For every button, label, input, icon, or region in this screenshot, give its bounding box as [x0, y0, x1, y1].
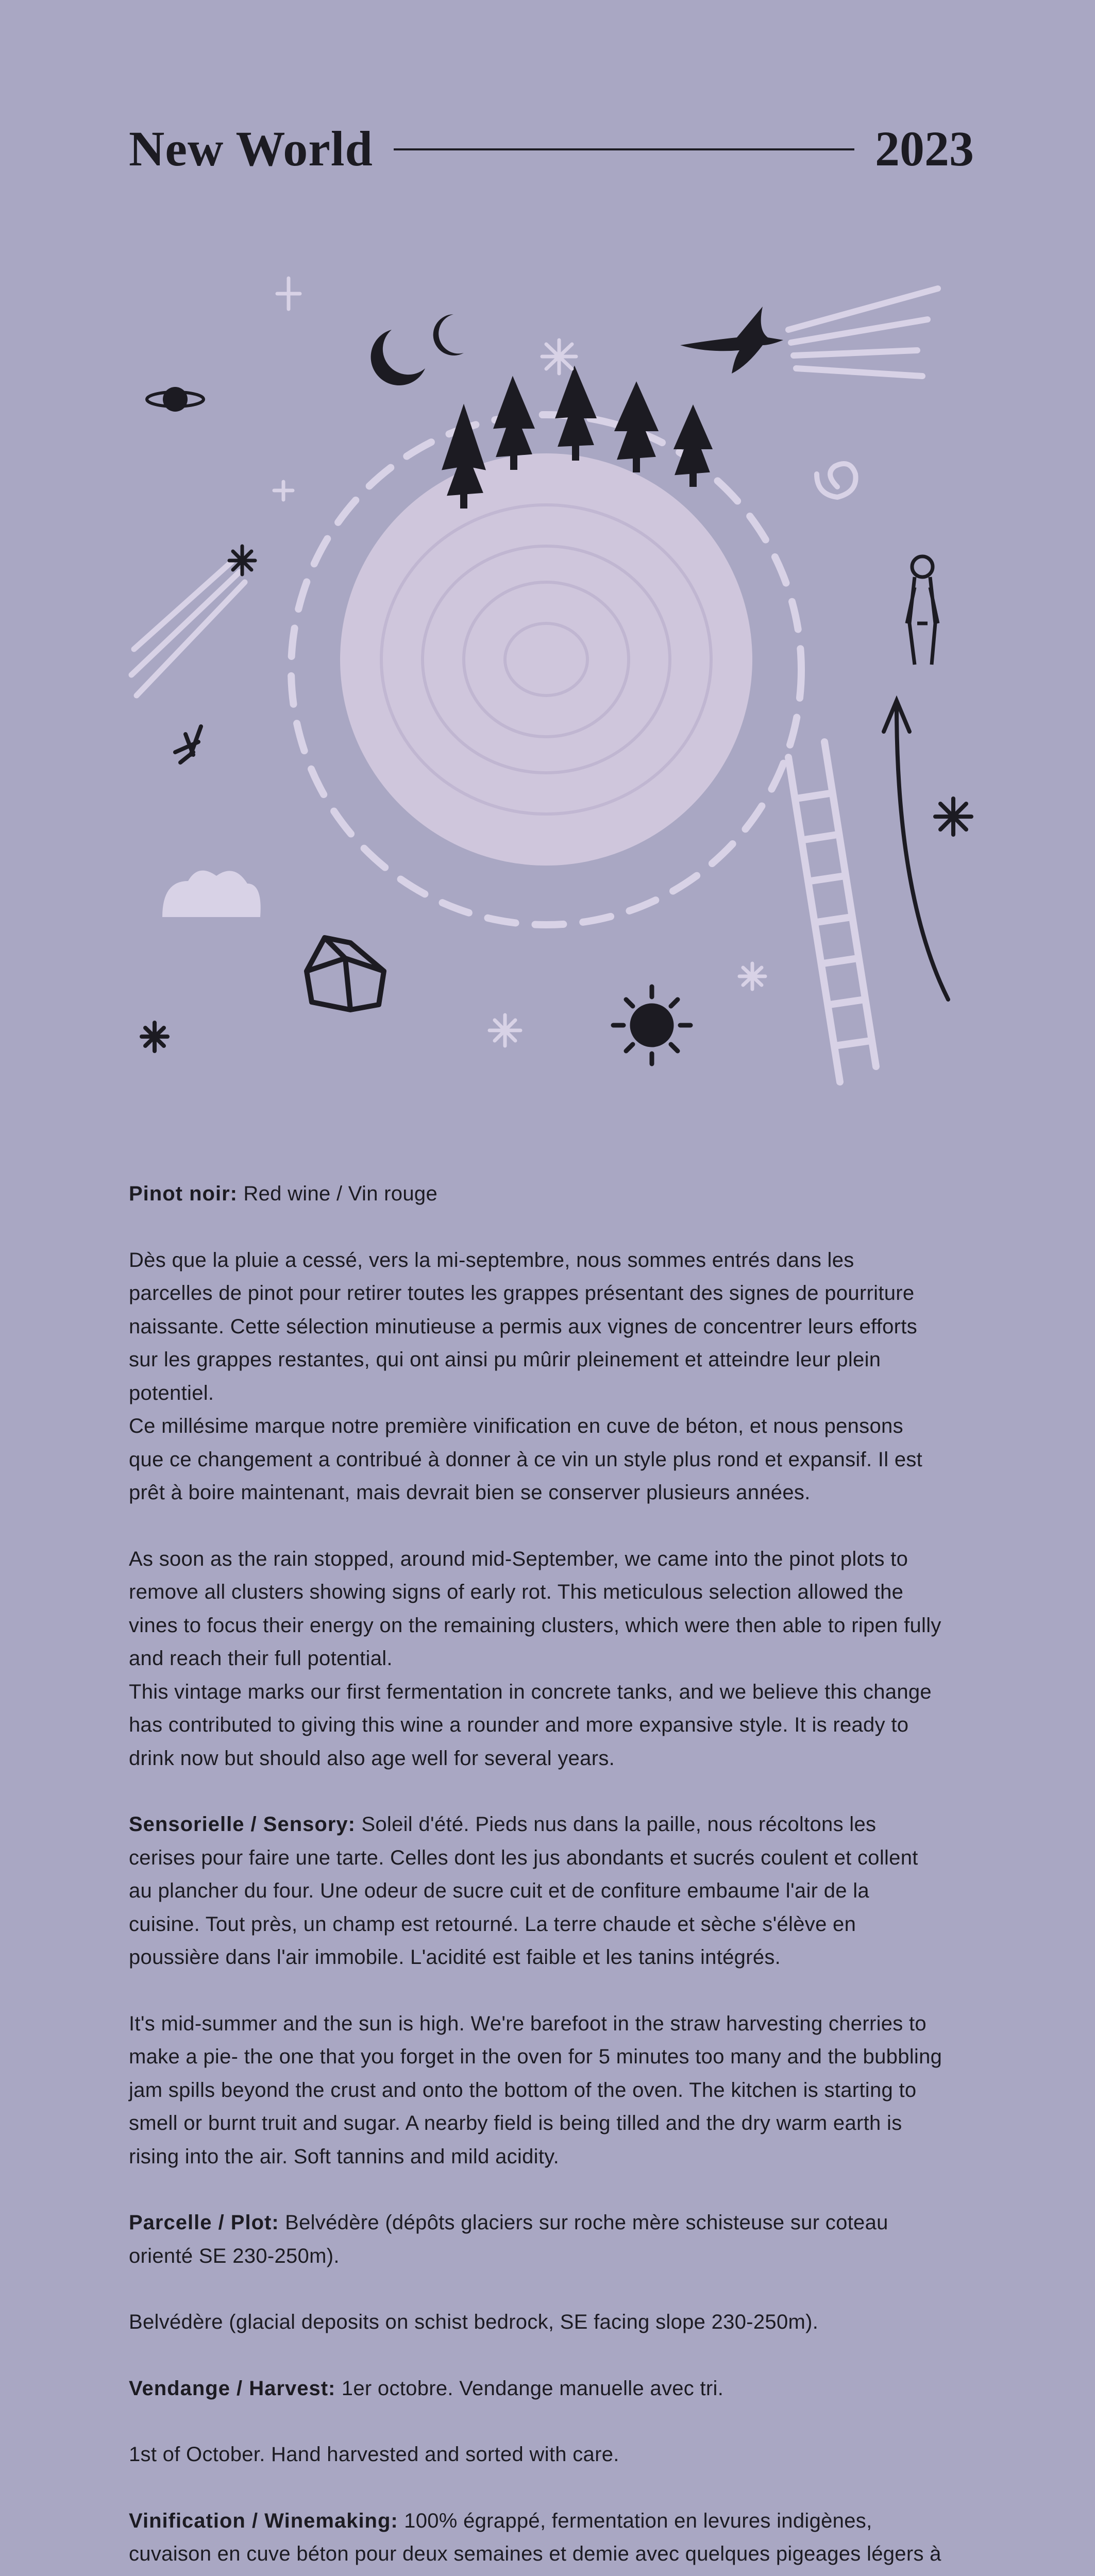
plot-english: Belvédère (glacial deposits on schist bedrock, SE facing slope 230-250m).	[129, 2311, 819, 2333]
intro-en-1: As soon as the rain stopped, around mid-September, we came into the pinot plots to remove all clusters showing signs of early rot. This meticulous selection allowed the vines to focus their energy on the remaining clusters, which were then able to ripen fully and reach their full potential.	[129, 1547, 941, 1670]
page-title: New World	[129, 121, 373, 176]
harvest-label: Vendange / Harvest:	[129, 2377, 336, 2400]
page-header	[129, 117, 974, 179]
cloud-icon	[162, 871, 261, 917]
ladder-icon	[788, 742, 876, 1082]
variety-label: Pinot noir:	[129, 1182, 238, 1205]
intro-english	[129, 1543, 943, 1775]
header-divider	[394, 148, 854, 150]
label-illustration	[103, 252, 989, 1103]
sun-icon	[613, 987, 690, 1064]
plot-french	[129, 2206, 943, 2273]
sensory-french	[129, 1808, 943, 1974]
harvest-french	[129, 2372, 943, 2405]
comet-icon	[131, 562, 245, 696]
intro-fr-1: Dès que la pluie a cessé, vers la mi-septembre, nous sommes entrés dans les parcelles de pinot pour retirer toutes les grappes présentant des signes de pourriture naissante. Cette sélection minutieuse a permis aux vignes de concentrer leurs efforts sur les grappes restantes, qui ont ainsi pu mûrir pleinement et atteindre leur plein potentiel.	[129, 1248, 917, 1404]
harvest-fr-text: 1er octobre. Vendange manuelle avec tri.	[335, 2377, 724, 2400]
variety-line	[129, 1177, 943, 1211]
winemaking-french	[129, 2504, 943, 2576]
vintage-year: 2023	[875, 121, 974, 176]
variety-text: Red wine / Vin rouge	[237, 1182, 437, 1205]
sensory-label: Sensorielle / Sensory:	[129, 1813, 356, 1836]
moon-disc	[340, 453, 752, 866]
arrow-icon	[884, 701, 948, 999]
comet-trail	[788, 289, 938, 376]
wine-description	[129, 1177, 943, 2576]
moon-icon	[371, 314, 464, 385]
bird-icon	[680, 307, 783, 374]
planet-icon	[147, 387, 204, 412]
person-icon	[907, 556, 938, 665]
intro-french	[129, 1244, 943, 1510]
winemaking-fr-text: 100% égrappé, fermentation en levures indigènes, cuvaison en cuve béton pour deux semaines et demie avec quelques pigeages légers à	[129, 2509, 941, 2565]
house-icon	[307, 938, 384, 1010]
plot-label: Parcelle / Plot:	[129, 2211, 279, 2234]
sensory-fr-text: Soleil d'été. Pieds nus dans la paille, nous récoltons les cerises pour faire une tarte. Celles dont les jus abondants et sucrés coulent et collent au plancher du four. Une odeur de sucre cuit et de confiture embaume l'air de la cuisine. Tout près, un champ est retourné. La terre chaude et sèche s'élève en poussière dans l'air immobile. L'acidité est faible et les tanins intégrés.	[129, 1813, 918, 1969]
winemaking-label: Vinification / Winemaking:	[129, 2509, 398, 2532]
intro-en-2: This vintage marks our first fermentation in concrete tanks, and we believe this change has contributed to giving this wine a rounder and more expansive style. It is ready to drink now but should also age well for several years.	[129, 1680, 932, 1770]
spiral-icon	[817, 464, 856, 497]
sensory-english: It's mid-summer and the sun is high. We're barefoot in the straw harvesting cherries to make a pie- the one that you forget in the oven for 5 minutes too many and the bubbling jam spills beyond the crust and onto the bottom of the oven. The kitchen is starting to smell or burnt truit and sugar. A nearby field is being tilled and the dry warm earth is rising into the air. Soft tannins and mild acidity.	[129, 2012, 942, 2168]
star-burst-icon	[229, 546, 255, 574]
harvest-english: 1st of October. Hand harvested and sorted with care.	[129, 2443, 619, 2466]
intro-fr-2: Ce millésime marque notre première vinification en cuve de béton, et nous pensons que ce changement a contribué à donner à ce vin un style plus rond et expansif. Il est prêt à boire maintenant, mais devrait bien se conserver plusieurs années.	[129, 1415, 923, 1504]
plot-fr-text: Belvédère (dépôts glaciers sur roche mère schisteuse sur coteau orienté SE 230-250m).	[129, 2211, 888, 2267]
